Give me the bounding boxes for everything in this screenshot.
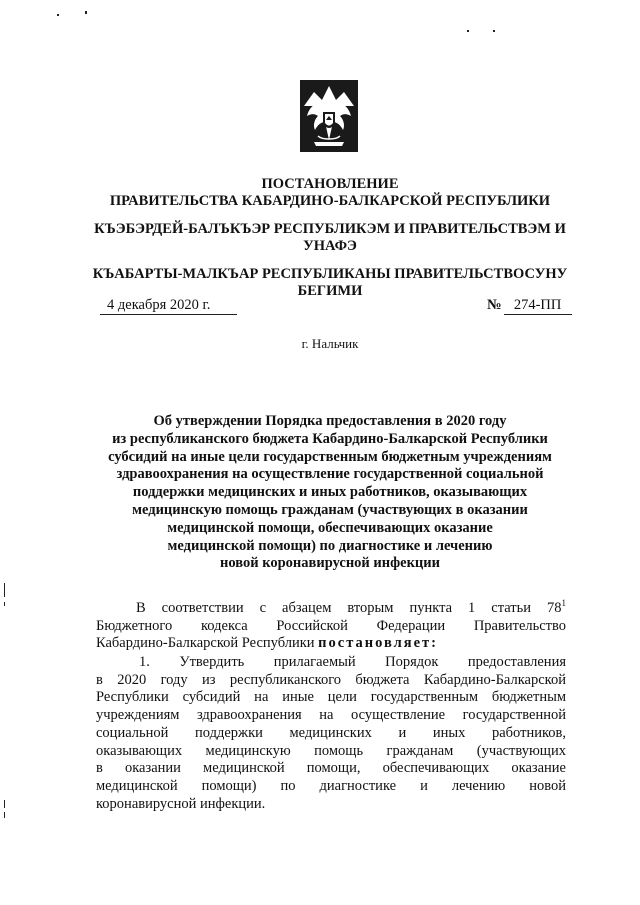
item-1 [96, 654, 566, 813]
title-line: медицинской помощи) по диагностике и лечению [167, 537, 493, 554]
item-line: учреждениям здравоохранения на осуществление государственной [96, 707, 566, 724]
balkar-line-1: КЪАБАРТЫ-МАЛКЪАР РЕСПУБЛИКАНЫ ПРАВИТЕЛЬСТВОСУНУ [92, 266, 568, 282]
title-line: субсидий на иные цели государственным бюджетным учреждениям [108, 448, 552, 465]
article-superscript: 1 [561, 598, 566, 609]
preamble-line-text: В соответствии с абзацем вторым пункта 1 статьи 78 [136, 600, 562, 616]
coat-of-arms-emblem [300, 80, 358, 152]
document-title [60, 413, 600, 573]
document-date: 4 декабря 2020 г. [100, 296, 237, 315]
item-line: 1. Утвердить прилагаемый Порядок предоставления [139, 654, 566, 670]
kabardian-line-2: УНАФЭ [303, 238, 357, 254]
preamble-line [96, 600, 566, 618]
title-line: медицинскую помощь гражданам (участвующих в оказании [132, 501, 528, 518]
document-header [60, 176, 600, 210]
title-line: здравоохранения на осуществление государственной социальной [116, 466, 544, 483]
header-title: ПОСТАНОВЛЕНИЕ [261, 176, 399, 192]
city: г. Нальчик [301, 336, 359, 351]
number-sign: № [487, 297, 502, 313]
decree-word: постановляет: [318, 635, 438, 652]
document-number [487, 296, 572, 315]
item-line: коронавирусной инфекции. [96, 795, 266, 812]
scan-speck [493, 30, 495, 32]
balkar-line-2: БЕГИМИ [297, 283, 363, 299]
item-line: медицинской помощи) по диагностике и лечению новой [96, 777, 566, 794]
title-line: Об утверждении Порядка предоставления в 2020 году [153, 413, 507, 429]
item-line: в оказании медицинской помощи, обеспечивающих оказание [96, 760, 566, 777]
number-value: 274-ПП [504, 296, 572, 315]
title-line: новой коронавирусной инфекции [219, 555, 440, 572]
scan-speck [4, 800, 5, 808]
preamble [96, 600, 566, 653]
preamble-line: Бюджетного кодекса Российской Федерации Правительство [96, 617, 566, 634]
item-line: оказывающих медицинскую помощь гражданам (участвующих [96, 742, 566, 759]
scan-speck [85, 11, 87, 14]
header-government: ПРАВИТЕЛЬСТВА КАБАРДИНО-БАЛКАРСКОЙ РЕСПУБЛИКИ [109, 193, 551, 209]
title-line: медицинской помощи, обеспечивающих оказание [167, 519, 493, 536]
preamble-line [96, 635, 566, 653]
preamble-line-text: Кабардино-Балкарской Республики [96, 635, 315, 652]
title-line: из республиканского бюджета Кабардино-Балкарской Республики [112, 430, 548, 447]
scan-speck [4, 602, 5, 606]
scan-speck [4, 583, 5, 597]
kabardian-line-1: КЪЭБЭРДЕЙ-БАЛЪКЪЭР РЕСПУБЛИКЭМ И ПРАВИТЕЛЬСТВЭМ И [94, 221, 566, 237]
item-line: в 2020 году из республиканского бюджета Кабардино-Балкарской [96, 671, 566, 688]
item-line: социальной поддержки медицинских и иных работников, [96, 724, 566, 741]
scan-speck [57, 14, 59, 16]
balkar-header [60, 266, 600, 300]
title-line: поддержки медицинских и иных работников, оказывающих [132, 484, 528, 501]
scan-speck [467, 30, 469, 32]
item-line: Республики субсидий на иные цели государственным бюджетным [96, 689, 566, 706]
kabardian-header [60, 221, 600, 255]
scan-speck [4, 812, 5, 818]
